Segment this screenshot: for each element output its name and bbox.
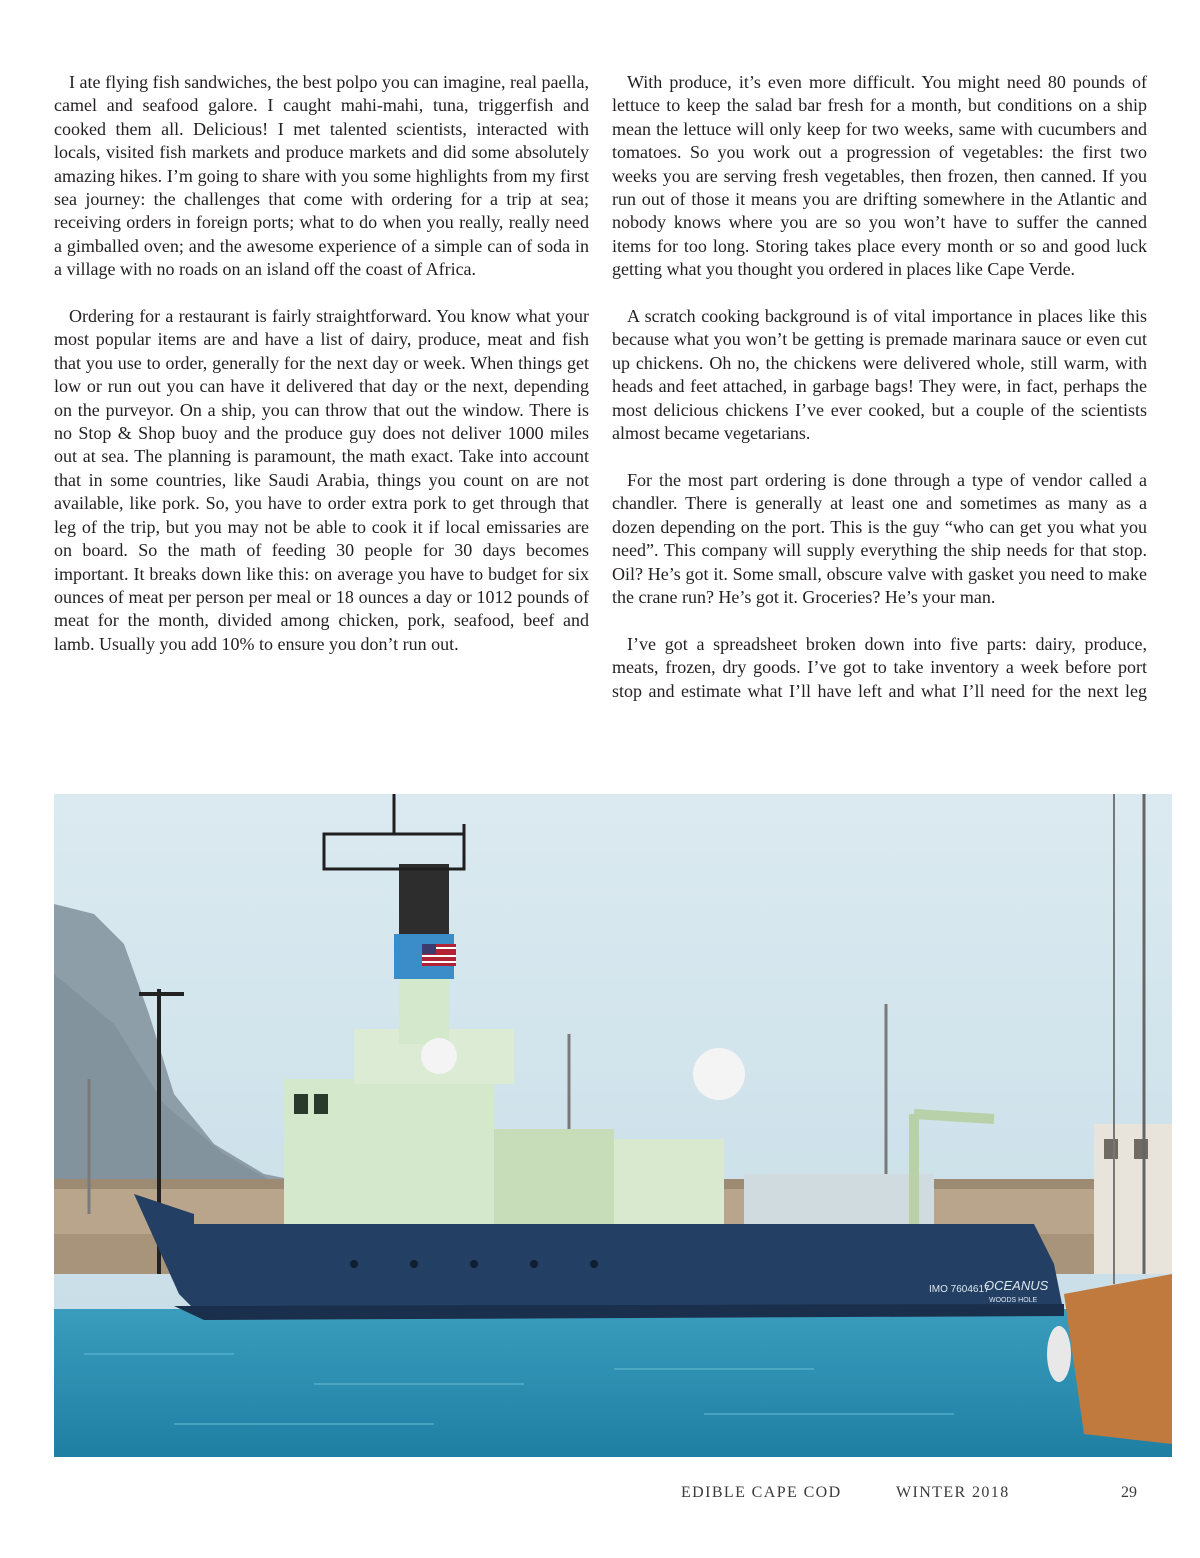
- paragraph: For the most part ordering is done through a type of vendor called a chandler. There is generally at least one and sometimes as many as a dozen depending on the port. This is the guy “who can get you what you need”. This company will supply everything the ship needs for that stop. Oil? He’s got it. Some small, obscure valve with gasket you need to make the crane run? He’s got it. Groceries? He’s your man.: [612, 469, 1147, 607]
- paragraph: With produce, it’s even more difficult. You might need 80 pounds of lettuce to keep the salad bar fresh for a month, but conditions on a ship mean the lettuce will only keep for two weeks, same with cucumbers and tomatoes. So you work out a progression of vegetables: the first two weeks you are serving fresh vegetables, then frozen, then canned. If you run out of those it means you are drifting somewhere in the Atlantic and nobody knows where you are so you won’t have to suffer the canned items for too long. Storing takes place every month or so and good luck getting what you thought you ordered in places like Cape Verde.: [612, 72, 1147, 280]
- paragraph: A scratch cooking background is of vital importance in places like this because what you won’t be getting is premade marinara sauce or even cut up chickens. Oh no, the chickens were delivered whole, still warm, with heads and feet attached, in garbage bags! They were, in fact, perhaps the most delicious chickens I’ve ever cooked, but a couple of the scientists almost became vegetarians.: [612, 306, 1147, 444]
- paragraph: I ate flying fish sandwiches, the best polpo you can imagine, real paella, camel and seafood galore. I caught mahi-mahi, tuna, triggerfish and cooked them all. Delicious! I met talented scientists, interacted with locals, visited fish markets and produce markets and did some absolutely amazing hikes. I’m going to share with you some highlights from my first sea journey: the challenges that come with ordering for a trip at sea; receiving orders in foreign ports; what to do when you really, really need a gimballed oven; and the awesome experience of a simple can of soda in a village with no roads on an island off the coast of Africa.: [54, 72, 589, 280]
- water: [54, 1309, 1172, 1457]
- container: [744, 1174, 934, 1224]
- ship-home-port: WOODS HOLE: [989, 1297, 1038, 1304]
- paragraph: I’ve got a spreadsheet broken down into five parts: dairy, produce, meats, frozen, dry goods. I’ve got to take inventory a week before port stop and estimate what I’ll have left and what I’ll need for the next leg: [612, 633, 1147, 701]
- ship-photo-illustration: [54, 794, 1172, 1457]
- radome: [421, 1038, 457, 1074]
- ship-imo: IMO 7604617: [929, 1284, 990, 1295]
- footer-magazine-name: EDIBLE CAPE COD: [681, 1484, 842, 1501]
- ship-photo: [54, 794, 1172, 1457]
- article-column-left: [54, 71, 589, 656]
- ship-name: OCEANUS: [984, 1278, 1049, 1293]
- paragraph: Ordering for a restaurant is fairly straightforward. You know what your most popular items are and have a list of dairy, produce, meat and fish that you use to order, generally for the next day or week. When things get low or run out you can have it delivered that day or the next, depending on the purveyor. On a ship, you can throw that out the window. There is no Stop & Shop buoy and the produce guy does not deliver 1000 miles out at sea. The planning is paramount, the math exact. Take into account that in some countries, like Saudi Arabia, things you count on are not available, like pork. So, you have to order extra pork to get through that leg of the trip, but you may not be able to cook it if local emissaries are on board. So the math of feeding 30 people for 30 days becomes important. It breaks down like this: on average you have to budget for six ounces of meat per person per meal or 18 ounces a day or 1012 pounds of meat for the month, divided among chicken, pork, seafood, beef and lamb. Usually you add 10% to ensure you don’t run out.: [54, 306, 589, 654]
- page-number: 29: [1121, 1484, 1137, 1501]
- article-column-right: [612, 71, 1147, 703]
- radome: [693, 1048, 745, 1100]
- footer-issue: WINTER 2018: [896, 1484, 1010, 1501]
